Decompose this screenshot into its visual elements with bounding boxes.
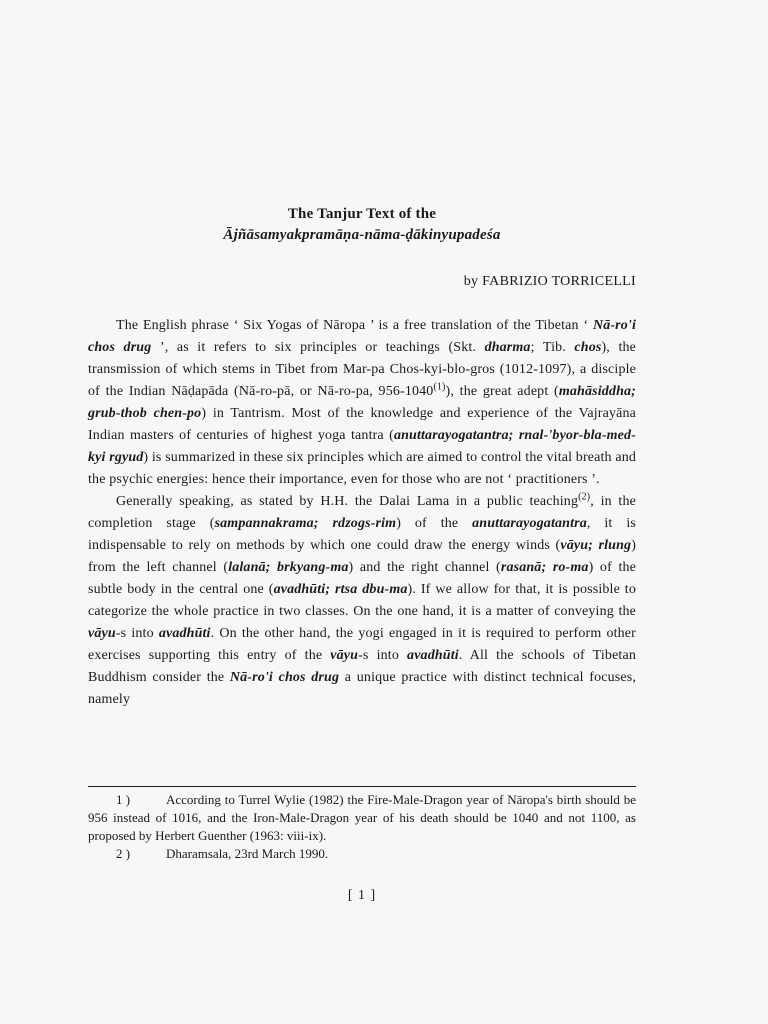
italic-term: dharma xyxy=(484,340,531,355)
italic-term: Nā-ro'i chos drug xyxy=(229,670,340,685)
paragraph-1 xyxy=(88,315,636,491)
title-block xyxy=(88,204,636,246)
text-span: . On the other hand, the yogi engaged in it is required to perform other exercises supporting this entry of the xyxy=(88,626,636,663)
text-span: ) is summarized in these six principles which are aimed to control the vital breath and the psychic energies: hence their importance, even for those who are not ‘ practitioners ’. xyxy=(88,450,637,487)
italic-term: chos xyxy=(574,340,602,355)
footnote-ref-1: (1) xyxy=(433,381,446,393)
text-span: , it is indispensable to rely on methods by which one could draw the energy winds ( xyxy=(88,516,636,553)
footnote-text: According to Turrel Wylie (1982) the Fire-Male-Dragon year of Nāropa's birth should be 956 instead of 1016, and the Iron-Male-Dragon year of his death should be 1040 and not 1100, as proposed by Herbert Guenther (1963: viii-ix). xyxy=(88,792,636,843)
paper-subtitle: Ājñāsamyakpramāṇa-nāma-ḍākinyupadeśa xyxy=(223,227,501,243)
italic-term: rasanā; ro-ma xyxy=(500,560,589,575)
footnote-divider xyxy=(88,786,636,787)
text-span: The English phrase ‘ Six Yogas of Nāropa ’ is a free translation of the Tibetan ‘ xyxy=(116,318,593,333)
paragraph-2 xyxy=(88,491,636,711)
footnote-1 xyxy=(88,791,636,845)
italic-term: vāyu xyxy=(330,648,359,663)
italic-term: lalanā; brkyang-ma xyxy=(228,560,349,575)
text-span: a unique practice with distinct technical focuses, namely xyxy=(88,670,636,707)
body-text xyxy=(88,315,636,711)
text-span: ) of the subtle body in the central one ( xyxy=(88,560,636,597)
italic-term: Nā-ro'i chos drug xyxy=(88,318,636,355)
footnotes xyxy=(88,791,636,863)
text-span: Generally speaking, as stated by H.H. the Dalai Lama in a public teaching xyxy=(116,494,579,509)
footnote-number: 2 ) xyxy=(116,846,131,861)
footnote-text: Dharamsala, 23rd March 1990. xyxy=(166,846,329,861)
text-span: ) in Tantrism. Most of the knowledge and experience of the Vajrayāna Indian masters of centuries of highest yoga tantra ( xyxy=(88,406,637,443)
text-span: . All the schools of Tibetan Buddhism consider the xyxy=(88,648,636,685)
text-span: ). If we allow for that, it is possible to categorize the whole practice in two classes. On the one hand, it is a matter of conveying the xyxy=(88,582,636,619)
text-span: ), the great adept ( xyxy=(445,384,559,399)
italic-term: mahāsiddha; grub-thob chen-po xyxy=(88,384,636,421)
footnote-ref-2: (2) xyxy=(578,491,591,503)
text-span: ’, as it refers to six principles or teachings (Skt. xyxy=(151,340,485,355)
text-span: , in the completion stage ( xyxy=(88,494,636,531)
author-byline: by FABRIZIO TORRICELLI xyxy=(463,274,636,289)
italic-term: sampannakrama; rdzogs-rim xyxy=(214,516,397,531)
text-span: ) and the right channel ( xyxy=(348,560,501,575)
italic-term: avadhūti; rtsa dbu-ma xyxy=(273,582,408,597)
paper-title: The Tanjur Text of the xyxy=(287,206,437,222)
text-span: ; Tib. xyxy=(530,340,575,355)
page-number: [ 1 ] xyxy=(347,888,377,903)
footnote-2 xyxy=(88,845,636,863)
italic-term: anuttarayogatantra xyxy=(472,516,587,531)
italic-term: avadhūti xyxy=(158,626,211,641)
text-span: -s into xyxy=(358,648,408,663)
italic-term: vāyu xyxy=(88,626,116,641)
italic-term: avadhūti xyxy=(407,648,459,663)
text-span: -s into xyxy=(115,626,159,641)
text-span: ) from the left channel ( xyxy=(88,538,637,575)
footnote-number: 1 ) xyxy=(116,792,131,807)
text-span: ), the transmission of which stems in Tibet from Mar-pa Chos-kyi-blo-gros (1012-1097), a disciple of the Indian Nāḍapāda (Nā-ro-pā, or Nā-ro-pa, 956-1040 xyxy=(88,340,636,399)
italic-term: vāyu; rlung xyxy=(560,538,632,553)
italic-term: anuttarayogatantra; rnal-'byor-bla-med-kyi rgyud xyxy=(88,428,637,465)
text-span: ) of the xyxy=(396,516,473,531)
